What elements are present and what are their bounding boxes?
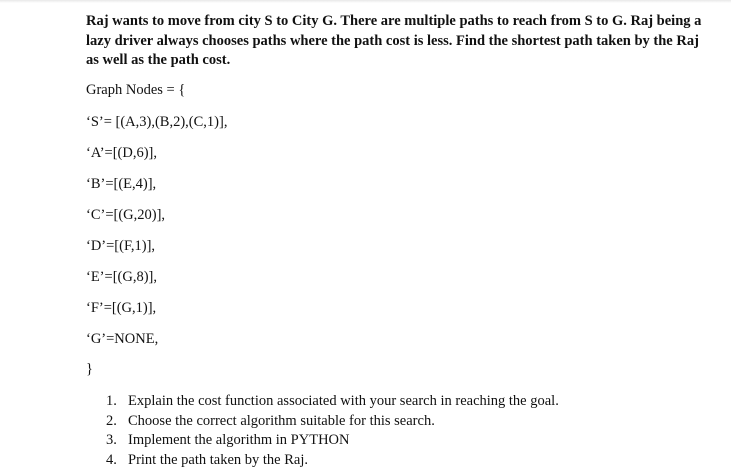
document-page [86, 12, 706, 71]
task-item-2 [106, 412, 559, 432]
task-item-4 [106, 451, 559, 470]
problem-statement: Raj wants to move from city S to City G. There are multiple paths to reach from S to G. Raj being a lazy driver always chooses paths where the path cost is less. Find the shortest path taken by the Raj as well as the path cost. [86, 12, 706, 71]
task-number: 2. [106, 412, 128, 432]
task-number: 3. [106, 431, 128, 451]
node-g-line: ‘G’=NONE, [86, 331, 158, 348]
task-item-1 [106, 392, 559, 412]
task-list [106, 392, 559, 470]
closing-brace: } [86, 361, 93, 378]
node-c-line: ‘C’=[(G,20)], [86, 207, 165, 224]
node-e-line: ‘E’=[(G,8)], [86, 269, 157, 286]
graph-nodes-heading: Graph Nodes = { [86, 82, 185, 99]
node-s-line: ‘S’= [(A,3),(B,2),(C,1)], [86, 114, 227, 131]
top-divider [0, 0, 731, 3]
task-text: Choose the correct algorithm suitable for this search. [128, 413, 435, 429]
node-b-line: ‘B’=[(E,4)], [86, 176, 156, 193]
task-number: 1. [106, 392, 128, 412]
task-text: Implement the algorithm in PYTHON [128, 432, 350, 448]
node-a-line: ‘A’=[(D,6)], [86, 145, 157, 162]
node-f-line: ‘F’=[(G,1)], [86, 300, 156, 317]
task-text: Print the path taken by the Raj. [128, 452, 308, 468]
node-d-line: ‘D’=[(F,1)], [86, 238, 155, 255]
task-item-3 [106, 431, 559, 451]
task-number: 4. [106, 451, 128, 470]
task-text: Explain the cost function associated with your search in reaching the goal. [128, 393, 559, 409]
